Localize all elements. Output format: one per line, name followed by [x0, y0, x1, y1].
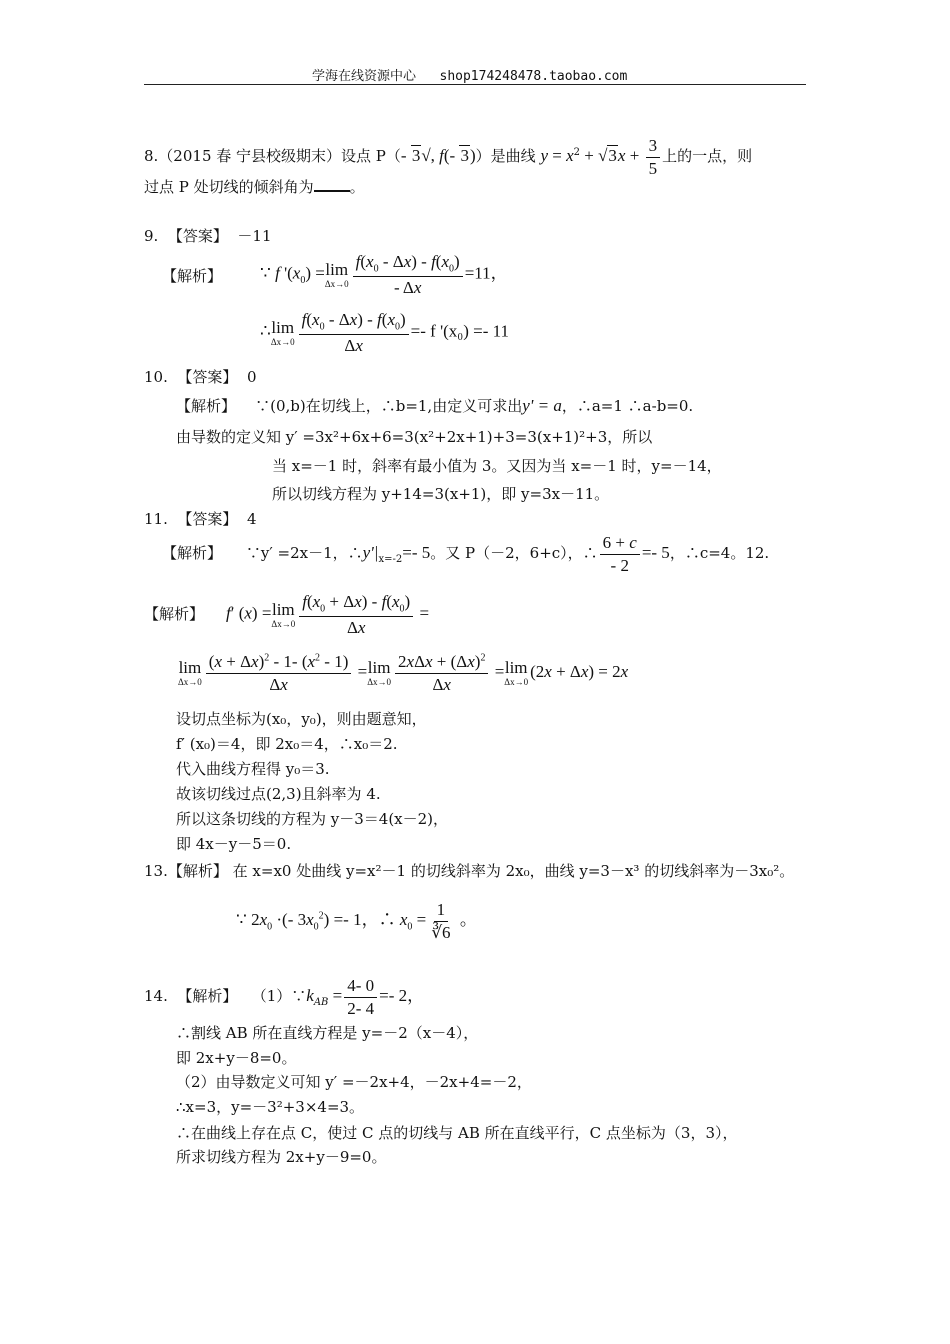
q10-line1c: ，∴a=1 ∴a-b=0.: [561, 397, 694, 415]
q11-part4: 。又 P（－2，6+c），∴: [430, 544, 598, 563]
q9-eq1: ∵ f '$(x_0)$ = lim Δx→0 $\frac{f(x_0 - \Delta x) - f(x_0)}{- \Delta x}$ =11，: [260, 252, 508, 297]
q14-num: 14.: [144, 987, 168, 1006]
q8-line2: [144, 176, 365, 197]
q14-k: k: [306, 986, 314, 1006]
q10-jiexi: 【解析】: [176, 397, 237, 415]
q14-line-3: ∴x=3，y=－3²+3×4=3。: [176, 1098, 365, 1116]
header-rule: [144, 84, 806, 85]
q9-jiexi: 【解析】: [162, 267, 223, 285]
q11-jiexi: 【解析】: [162, 544, 223, 563]
q14-part1: （1）∵: [251, 987, 307, 1006]
q9-eq2-rhs: =- f '(x₀) =- 11: [410, 321, 510, 341]
q12-line-0: 设切点坐标为(x₀，y₀)，则由题意知，: [176, 710, 427, 728]
q8-tail: 上的一点，则: [662, 147, 753, 166]
q14-line-0: ∴割线 AB 所在直线方程是 y=－2（x－4），: [176, 1024, 479, 1042]
q10-answer: 0: [246, 368, 257, 386]
q14-line-2: （2）由导数定义可知 y′ =－2x+4，－2x+4=－2，: [176, 1073, 532, 1091]
q11-answer: 4: [246, 510, 257, 528]
q10-line4: 所以切线方程为 y+14=3(x+1)，即 y=3x－11。: [272, 485, 610, 503]
q12-eq1: f′ (x) = lim Δx→0 $\frac{f(x_0 + \Delta x) - f(x_0)}{\Delta x}$ =: [226, 592, 430, 637]
header-title: 学海在线资源中心: [312, 69, 417, 84]
q14-part2: =- 2，: [379, 986, 425, 1006]
q8-curve: y: [540, 146, 548, 166]
q12-line-2: 代入曲线方程得 y₀＝3.: [176, 760, 330, 778]
q10-line1b: y' = a: [522, 396, 562, 415]
q8-point: - 3√, f(- 3): [400, 146, 476, 166]
q8-line2-text: 过点 P 处切线的倾斜角为: [144, 178, 314, 196]
q11-part3: =- 5: [402, 543, 431, 563]
q13-line: [144, 860, 794, 881]
q11-part1: ∵y′ =2x－1，∴: [245, 544, 363, 563]
q9-num: 9.: [144, 227, 159, 245]
q10-line2: 由导数的定义知 y′ =3x²+6x+6=3(x²+2x+1)+3=3(x+1)²+3，所以: [176, 428, 653, 446]
q10-line1a: ∵(0,b)在切线上，∴b=1,由定义可求出: [255, 397, 523, 415]
answer-blank: [314, 178, 350, 192]
q11-line: [162, 533, 769, 575]
q13-num: 13.: [144, 862, 168, 880]
q12-line-5: 即 4x－y－5＝0.: [176, 835, 292, 853]
q10-line1: [176, 395, 693, 416]
q9-answer: －11: [237, 227, 272, 245]
q11-part5: =- 5: [641, 543, 670, 563]
q9-tag: 【答案】: [167, 227, 228, 245]
q12-line-4: 所以这条切线的方程为 y－3＝4(x－2)，: [176, 810, 449, 828]
q12-jiexi: 【解析】: [144, 605, 205, 623]
q8-line1: 8.（2015 春 宁县校级期末）设点 P（- 3√, f(- 3)）是曲线 $y = x^2 + √3x$ + $\frac{3}{5}$ 上的一点，则: [144, 136, 753, 178]
q8-fraction: $\frac{3}{5}$: [646, 136, 661, 178]
header: [312, 65, 627, 84]
q14-line-5: 所求切线方程为 2x+y－9=0。: [176, 1148, 387, 1166]
q9-eq2: ∴ lim Δx→0 $\frac{f(x_0 - \Delta x) - f(x_0)}{\Delta x}$ =- f '(x₀) =- 11: [260, 310, 510, 355]
q13-text: 在 x=x0 处曲线 y=x²－1 的切线斜率为 2x₀，曲线 y=3－x³ 的切线斜率为－3x₀²。: [232, 862, 795, 880]
q12-line-1: f′ (x₀)＝4，即 2x₀＝4，∴x₀＝2.: [176, 735, 398, 753]
header-shop: shop174248478.taobao.com: [439, 69, 628, 84]
q10-num: 10.: [144, 368, 168, 386]
q9-eq1-rhs: =11，: [464, 263, 508, 283]
q12-eq2: lim Δx→0 $\frac{(x + \Delta x)^2 - 1- (x^2 - 1)}{\Delta x}$ = lim Δx→0 $\frac{2x\Delta x + (\Delta x)^2}{\Delta x}$ = lim Δx→0 (2x + Δx) = 2x: [178, 652, 629, 694]
q13-eq: ∵ $2x_0$ ·(- $3x_0^2) =- 1$，∴ $x_0$ = $\frac{1}{∛6}$ 。: [236, 900, 477, 942]
q14-fraction: $\frac{4- 0}{2- 4}$: [344, 976, 377, 1018]
q8-mid: ）是曲线: [475, 147, 536, 166]
q11-fraction: $\frac{6 + c}{- 2}$: [600, 533, 640, 575]
q14-line0: 14. 【解析】 $(1)\because k_{AB}$ = $\frac{4- 0}{2- 4}$ =- 2，: [144, 976, 425, 1018]
q11-part6: ，∴c=4。12.: [669, 544, 770, 563]
q10-tag: 【答案】: [177, 368, 238, 386]
q14-tag: 【解析】: [177, 987, 238, 1006]
q9-header: [144, 225, 272, 246]
q12-line-3: 故该切线过点(2,3)且斜率为 4.: [176, 785, 381, 803]
q11-tag: 【答案】: [177, 510, 238, 528]
q8-prefix: 8.（2015 春 宁县校级期末）设点 P（: [144, 147, 401, 166]
q10-line3: 当 x=－1 时，斜率有最小值为 3。又因为当 x=－1 时，y=－14，: [272, 457, 722, 475]
q14-line-4: ∴在曲线上存在点 C，使过 C 点的切线与 AB 所在直线平行，C 点坐标为（3，3），: [176, 1124, 738, 1142]
q11-part2: y'|: [362, 543, 379, 563]
q11-header: [144, 508, 257, 529]
q8-line2-end: 。: [349, 178, 365, 196]
q13-tag: 【解析】: [167, 862, 228, 880]
q11-num: 11.: [144, 510, 168, 528]
q10-header: [144, 366, 257, 387]
q11-part2-sub: x=-2: [378, 554, 403, 566]
q14-line-1: 即 2x+y－8=0。: [176, 1049, 297, 1067]
